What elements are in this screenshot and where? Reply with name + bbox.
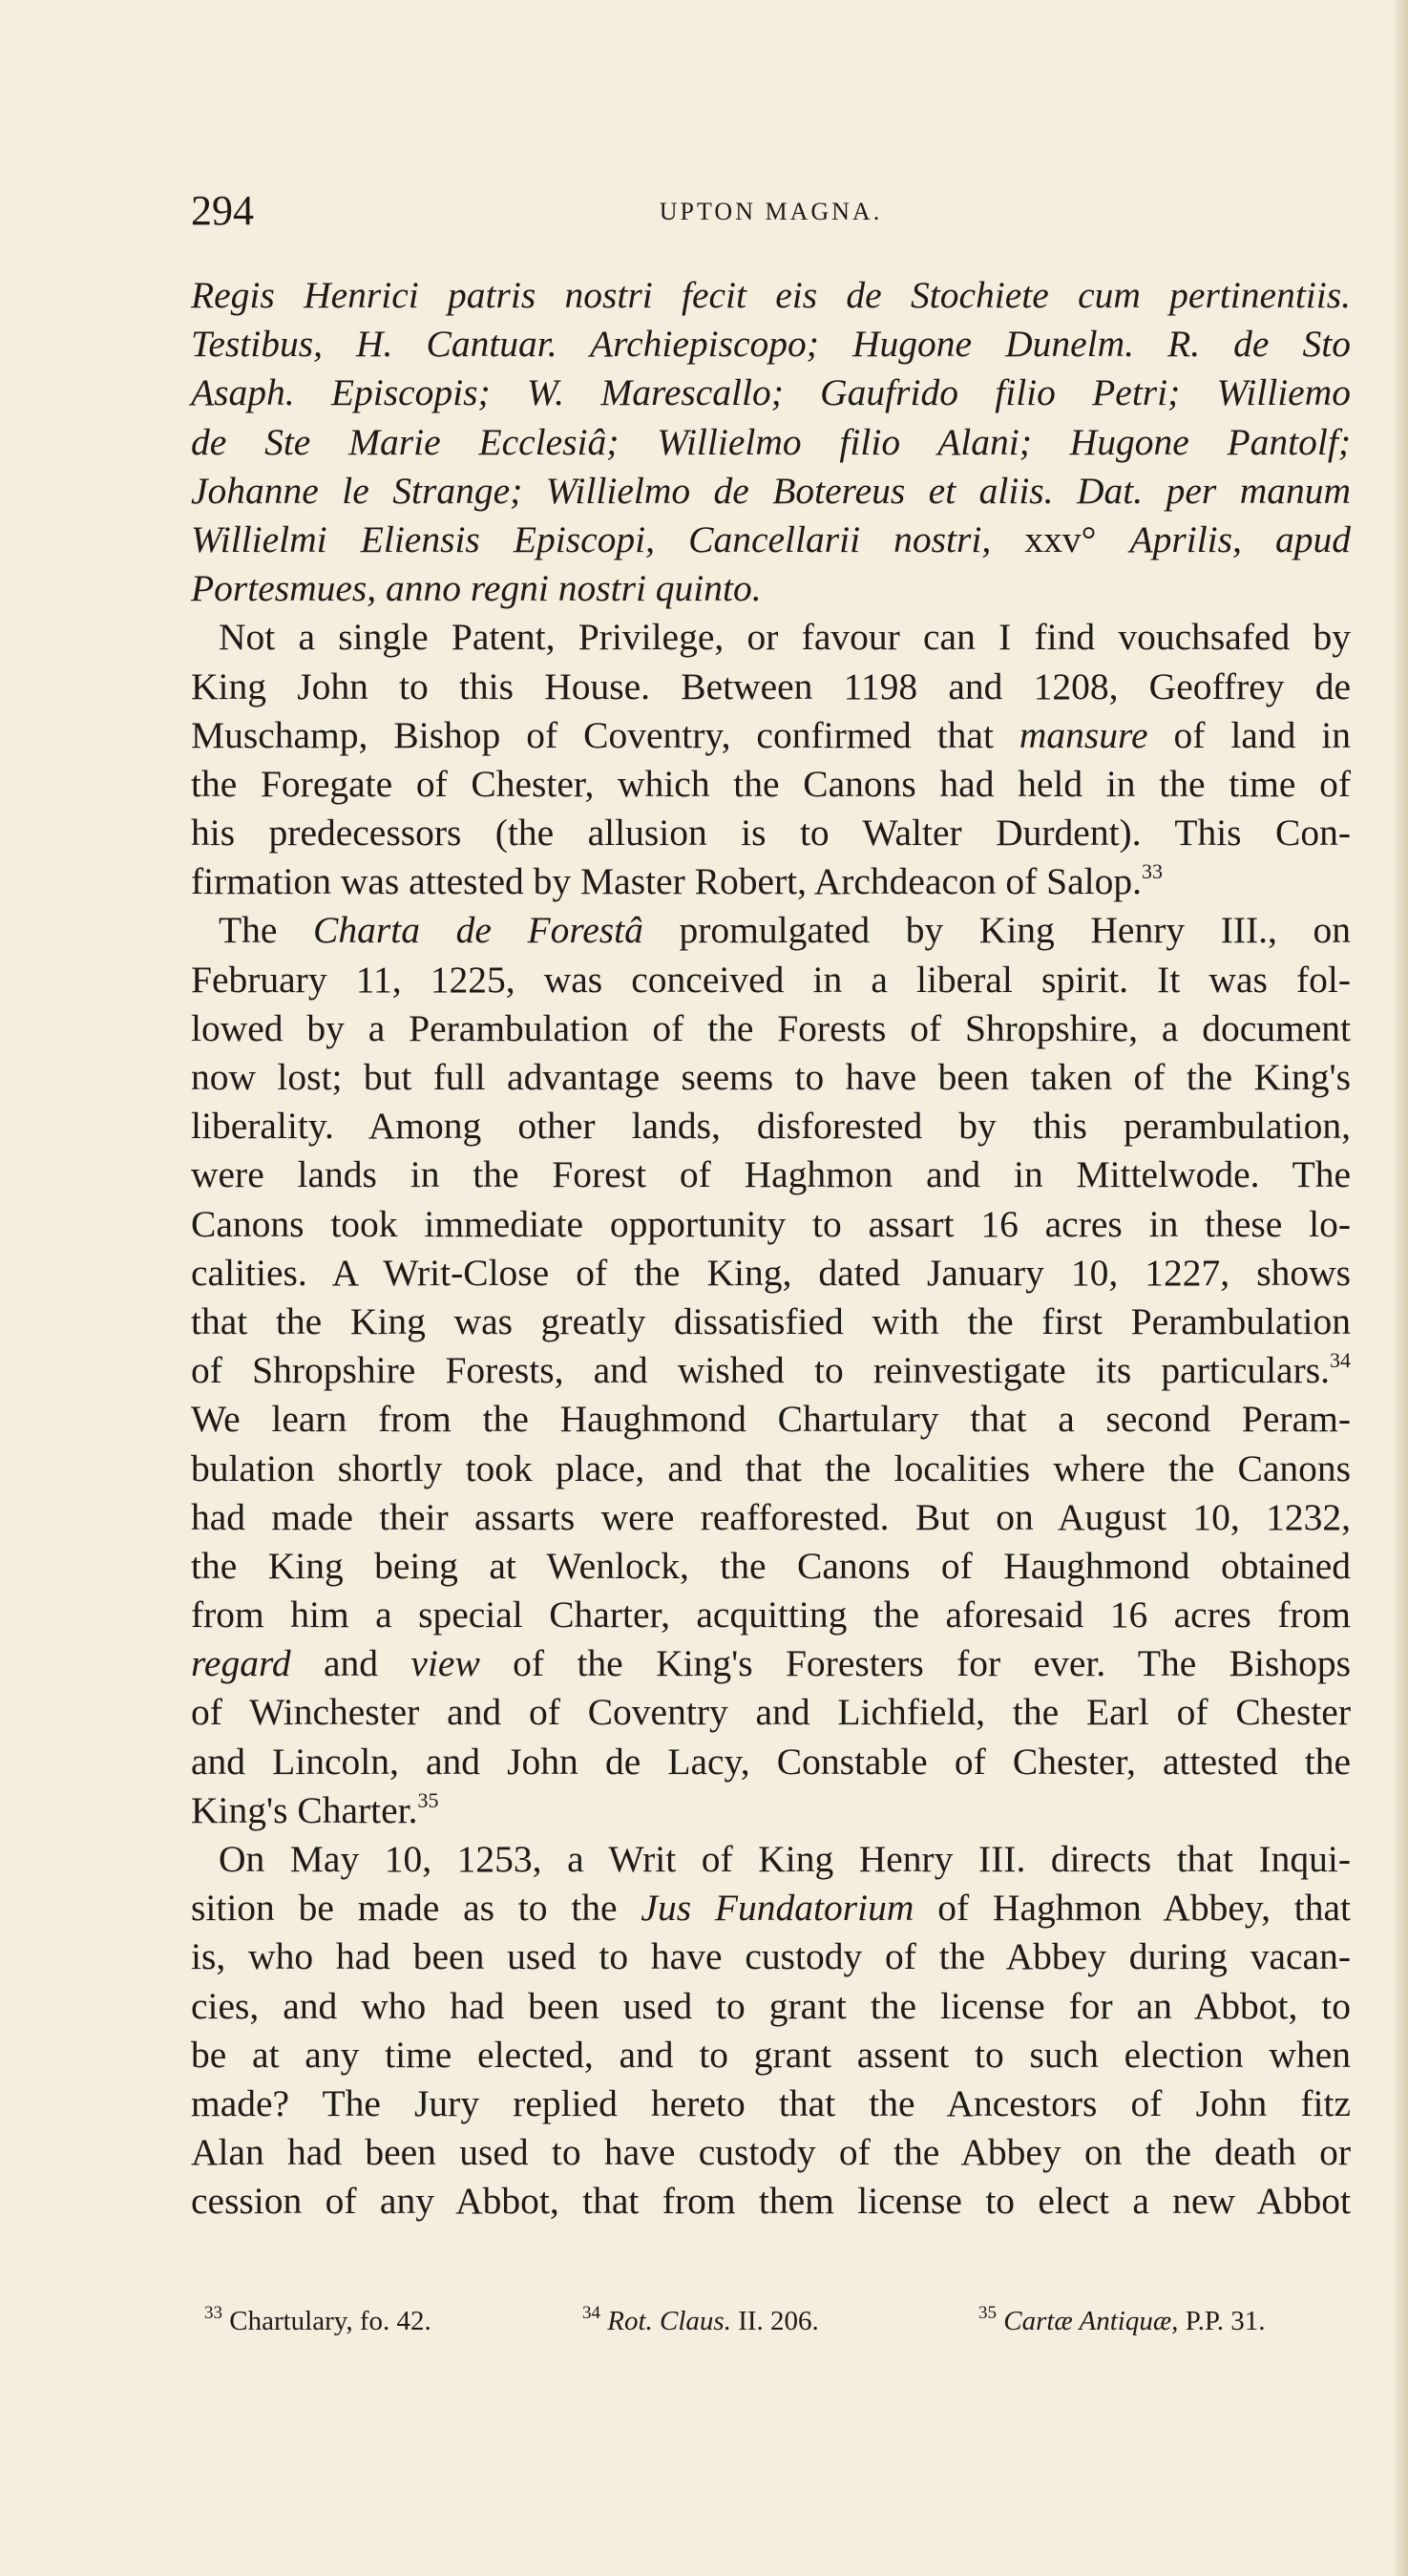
footnotes (204, 2299, 1350, 2343)
footnote-ref-33: 33 (1142, 859, 1164, 884)
text-line: Portesmues, anno regni nostri quinto. (191, 567, 762, 610)
text-line: King's Charter.$^{35}$ (191, 1787, 439, 1831)
running-title: UPTON MAGNA. (659, 198, 883, 225)
text-line: regard and view of the King's Foresters for ever. The Bishops (191, 1642, 1351, 1685)
text-line: We learn from the Haughmond Chartulary that a second Peram- (191, 1398, 1351, 1441)
page-number: 294 (191, 187, 254, 234)
page-edge-shadow (1395, 0, 1408, 2576)
footnote-33: $^{33}$ Chartulary, fo. 42. (204, 2303, 431, 2336)
text-line: de Ste Marie Ecclesiâ; Willielmo filio Alani; Hugone Pantolf; (191, 420, 1351, 463)
paragraph-start-line: On May 10, 1253, a Writ of King Henry III. directs that Inqui- (219, 1838, 1351, 1880)
text-line: made? The Jury replied hereto that the Ancestors of John fitz (191, 2081, 1351, 2124)
body-text (191, 271, 1351, 2227)
text-line: Asaph. Episcopis; W. Marescallo; Gaufrido filio Petri; Williemo (191, 371, 1351, 414)
text-line: be at any time elected, and to grant assent to such election when (191, 2033, 1351, 2076)
text-line: firmation was attested by Master Robert, Archdeacon of Salop.$^{33}$ (191, 859, 1164, 903)
text-line: liberality. Among other lands, disforested by this perambulation, (191, 1105, 1351, 1148)
text-line: Willielmi Eliensis Episcopi, Cancellarii nostri, xxv° Aprilis, apud (191, 517, 1352, 560)
text-line: Canons took immediate opportunity to assart 16 acres in these lo- (191, 1202, 1351, 1245)
footnote-ref-35: 35 (417, 1787, 439, 1812)
text-line: now lost; but full advantage seems to have been taken of the King's (191, 1056, 1351, 1098)
footnote-35: $^{35}$ Cartæ Antiquæ, P.P. 31. (978, 2303, 1266, 2336)
text-line: calities. A Writ-Close of the King, dated January 10, 1227, shows (191, 1251, 1351, 1294)
text-line: the King being at Wenlock, the Canons of Haughmond obtained (191, 1544, 1351, 1587)
text-line: of Winchester and of Coventry and Lichfield, the Earl of Chester (191, 1691, 1351, 1734)
text-line: of Shropshire Forests, and wished to reinvestigate its particulars.$^{34}$ (191, 1348, 1351, 1392)
text-line: from him a special Charter, acquitting the aforesaid 16 acres from (191, 1594, 1351, 1636)
text-line: Alan had been used to have custody of the Abbey on the death or (191, 2131, 1351, 2174)
paragraph-start-line: The Charta de Forestâ promulgated by King Henry III., on (219, 909, 1352, 952)
running-head (191, 187, 1351, 235)
text-line: had made their assarts were reafforested. But on August 10, 1232, (191, 1495, 1351, 1538)
text-line: Muschamp, Bishop of Coventry, confirmed that mansure of land in (191, 713, 1352, 756)
text-line: Johanne le Strange; Willielmo de Botereus et aliis. Dat. per manum (191, 469, 1351, 512)
text-line: sition be made as to the Jus Fundatorium of Haghmon Abbey, that (191, 1887, 1352, 1930)
text-line: cies, and who had been used to grant the license for an Abbot, to (191, 1984, 1351, 2027)
text-line: Testibus, H. Cantuar. Archiepiscopo; Hugone Dunelm. R. de Sto (191, 323, 1351, 366)
text-line: bulation shortly took place, and that the localities where the Canons (191, 1446, 1351, 1489)
text-line: lowed by a Perambulation of the Forests of Shropshire, a document (191, 1006, 1351, 1049)
text-line: King John to this House. Between 1198 and 1208, Geoffrey de (191, 665, 1351, 707)
paragraph-start-line: Not a single Patent, Privilege, or favour can I find vouchsafed by (219, 616, 1351, 659)
footnote-ref-34: 34 (1330, 1348, 1351, 1373)
text-line: Regis Henrici patris nostri fecit eis de Stochiete cum pertinentiis. (191, 274, 1351, 316)
text-line: is, who had been used to have custody of the Abbey during vacan- (191, 1935, 1351, 1978)
text-line: were lands in the Forest of Haghmon and in Mittelwode. The (191, 1153, 1351, 1196)
footnote-34: $^{34}$ Rot. Claus. II. 206. (582, 2303, 819, 2336)
text-line: cession of any Abbot, that from them license to elect a new Abbot (191, 2180, 1351, 2223)
text-line: and Lincoln, and John de Lacy, Constable of Chester, attested the (191, 1740, 1351, 1783)
text-line: the Foregate of Chester, which the Canons had held in the time of (191, 762, 1351, 805)
text-line: his predecessors (the allusion is to Walter Durdent). This Con- (191, 812, 1351, 855)
text-line: that the King was greatly dissatisfied with the first Perambulation (191, 1299, 1351, 1342)
text-line: February 11, 1225, was conceived in a liberal spirit. It was fol- (191, 958, 1351, 1001)
